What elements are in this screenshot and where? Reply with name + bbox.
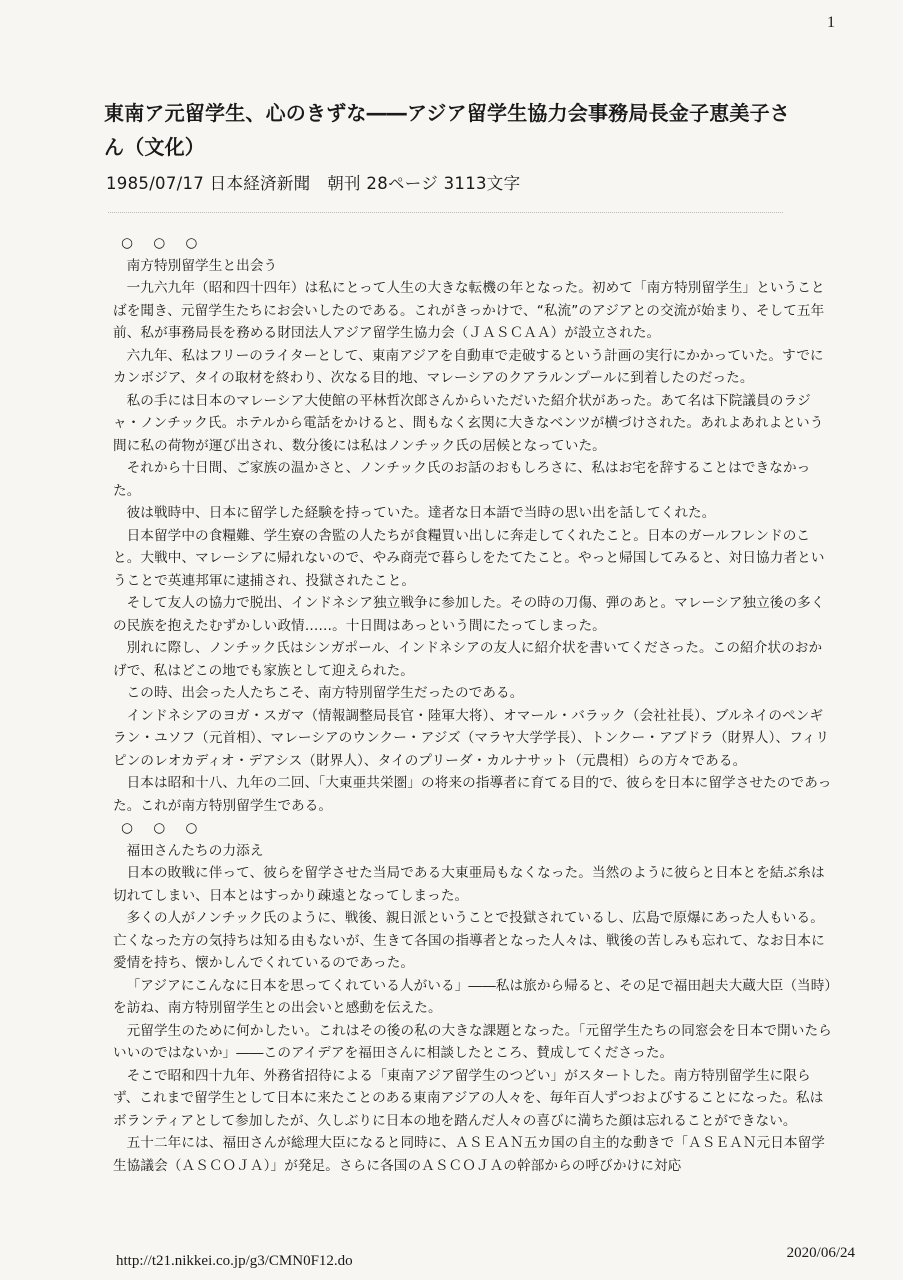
section-heading: 南方特別留学生と出会う	[126, 257, 278, 274]
paragraph: 日本は昭和十八、九年の二回、「大東亜共栄圏」の将来の指導者に育てる目的で、彼らを日本に留学させたのであった。これが南方特別留学生である。	[113, 775, 832, 814]
paragraph: 一九六九年（昭和四十四年）は私にとって人生の大きな転機の年となった。初めて「南方特別留学生」ということばを聞き、元留学生たちにお会いしたのである。これがきっかけで、“私流”のアジアとの交流が始まり、そして五年前、私が事務局長を務める財団法人アジア留学生協力会（ＪＡＳＣＡＡ）が設立された。	[113, 280, 825, 341]
paragraph: そして友人の協力で脱出、インドネシア独立戦争に参加した。その時の刀傷、弾のあと。マレーシア独立後の多くの民族を抱えたむずかしい政情……。十日間はあっという間にたってしまった。	[113, 595, 825, 634]
paragraph: 日本の敗戦に伴って、彼らを留学させた当局である大東亜局もなくなった。当然のように彼らと日本とを結ぶ糸は切れてしまい、日本とはすっかり疎遠となってしまった。	[113, 865, 825, 904]
section-mark: ○ ○ ○	[121, 235, 206, 251]
article-body	[113, 232, 833, 1177]
paragraph: 「アジアにこんなに日本を思ってくれている人がいる」――私は旅から帰ると、その足で福田赳夫大蔵大臣（当時）を訪ね、南方特別留学生との出会いと感動を伝えた。	[113, 977, 832, 1016]
paragraph: この時、出会った人たちこそ、南方特別留学生だったのである。	[126, 685, 524, 701]
paragraph: それから十日間、ご家族の温かさと、ノンチック氏のお話のおもしろさに、私はお宅を辞することはできなかった。	[113, 460, 811, 499]
paragraph: 私の手には日本のマレーシア大使館の平林哲次郎さんからいただいた紹介状があった。あて名は下院議員のラジャ・ノンチック氏。ホテルから電話をかけると、間もなく玄関に大きなベンツが横づけされた。あれよあれよという間に私の荷物が運び出され、数分後には私はノンチック氏の居候となっていた。	[113, 392, 824, 454]
paragraph: 六九年、私はフリーのライターとして、東南アジアを自動車で走破するという計画の実行にかかっていた。すでにカンボジア、タイの取材を終わり、次なる目的地、マレーシアのクアラルンプールに到着したのだった。	[113, 347, 824, 386]
print-date: 2020/06/24	[786, 1245, 855, 1261]
article-title: 東南ア元留学生、心のきずな――アジア留学生協力会事務局長金子恵美子さん（文化）	[104, 101, 790, 159]
paragraph: 五十二年には、福田さんが総理大臣になると同時に、ＡＳＥＡＮ五カ国の自主的な動きで「ＡＳＥＡＮ元日本留学生協議会（ＡＳＣＯＪＡ）」が発足。さらに各国のＡＳＣＯＪＡの幹部からの呼びかけに対応	[113, 1135, 825, 1174]
section-heading: 福田さんたちの力添え	[126, 842, 264, 859]
article-meta: 1985/07/17 日本経済新聞 朝刊 28ページ 3113文字	[106, 174, 521, 193]
paragraph: そこで昭和四十九年、外務省招待による「東南アジア留学生のつどい」がスタートした。南方特別留学生に限らず、これまで留学生として日本に来たことのある東南アジアの人々を、毎年百人ずつおよびすることになった。私はボランティアとして参加したが、久しぶりに日本の地を踏んだ人々の喜びに満ちた顔は忘れることができない。	[113, 1067, 824, 1129]
page-number: 1	[827, 14, 835, 31]
paragraph: 彼は戦時中、日本に留学した経験を持っていた。達者な日本語で当時の思い出を話してくれた。	[126, 505, 716, 521]
paragraph: 日本留学中の食糧難、学生寮の舎監の人たちが食糧買い出しに奔走してくれたこと。日本のガールフレンドのこと。大戦中、マレーシアに帰れないので、やみ商売で暮らしをたてたこと。やっと帰国してみると、対日協力者ということで英連邦軍に逮捕され、投獄されたこと。	[113, 527, 825, 589]
section-mark: ○ ○ ○	[121, 820, 206, 836]
paragraph: 元留学生のために何かしたい。これはその後の私の大きな課題となった。「元留学生たちの同窓会を日本で開いたらいいのではないか」――このアイデアを福田さんに相談したところ、賛成してくださった。	[113, 1022, 832, 1061]
divider	[108, 212, 783, 213]
paragraph: 多くの人がノンチック氏のように、戦後、親日派ということで投獄されているし、広島で原爆にあった人もいる。亡くなった方の気持ちは知る由もないが、生きて各国の指導者となった人々は、戦後の苦しみも忘れて、なお日本に愛情を持ち、懐かしんでくれているのであった。	[113, 910, 825, 971]
paragraph: 別れに際し、ノンチック氏はシンガポール、インドネシアの友人に紹介状を書いてくださった。この紹介状のおかげで、私はどこの地でも家族として迎えられた。	[113, 640, 823, 679]
paragraph: インドネシアのヨガ・スガマ（情報調整局長官・陸軍大将）、オマール・バラック（会社社長）、ブルネイのペンギラン・ユソフ（元首相）、マレーシアのウンクー・アジズ（マラヤ大学学長）、トンクー・アブドラ（財界人）、フィリピンのレオカディオ・デアシス（財界人）、タイのプリーダ・カルナサット（元農相）らの方々である。	[113, 707, 830, 769]
source-url: http://t21.nikkei.co.jp/g3/CMN0F12.do	[116, 1253, 353, 1269]
